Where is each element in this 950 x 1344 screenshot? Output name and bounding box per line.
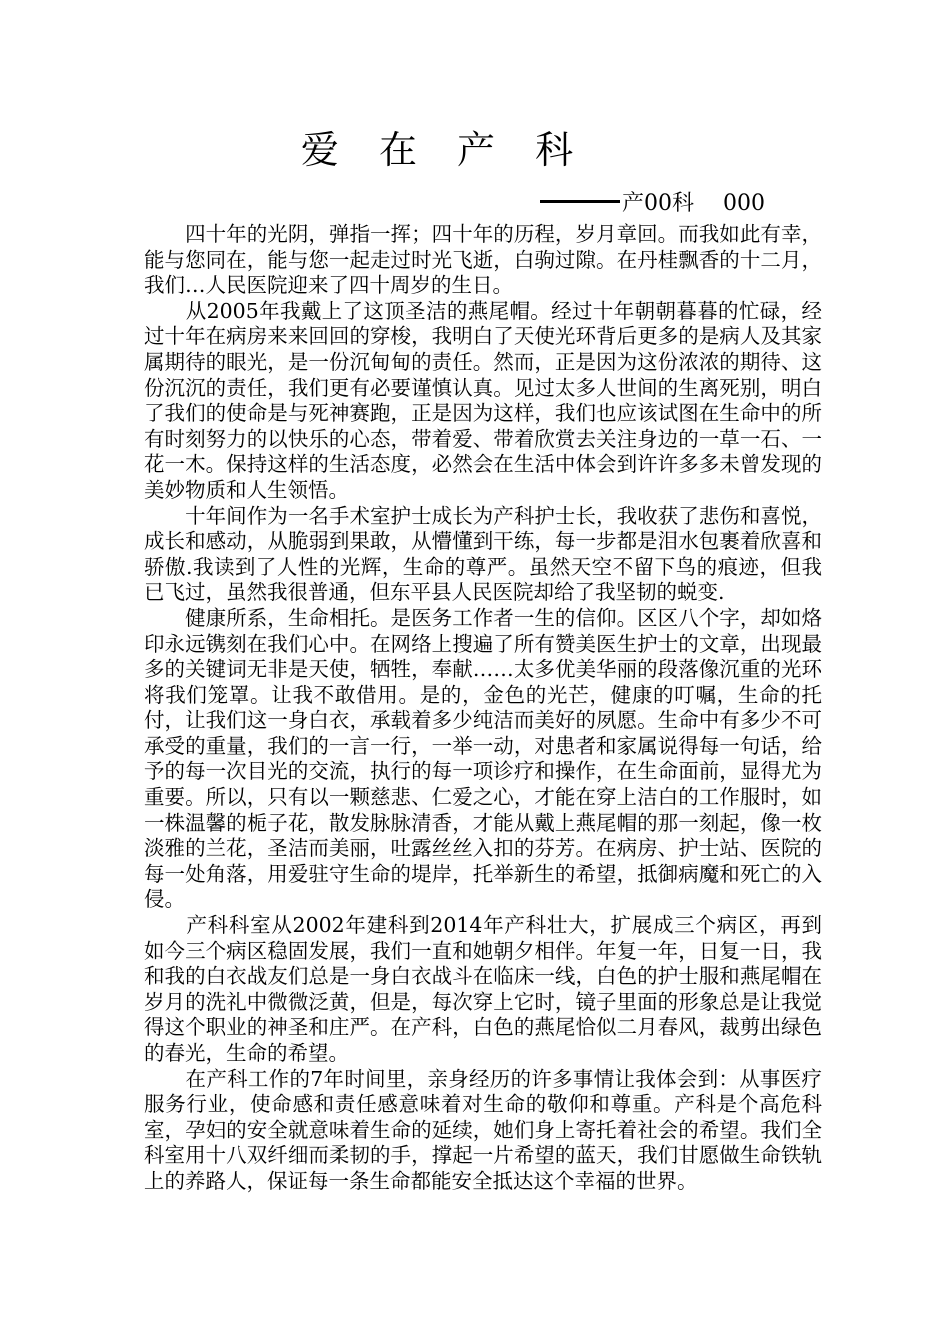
paragraph: 十年间作为一名手术室护士成长为产科护士长，我收获了悲伤和喜悦，成长和感动，从脆弱到果敢，从懵懂到干练，每一步都是泪水包裹着欣喜和骄傲.我读到了人性的光辉，生命的尊严。虽然天空不留下鸟的痕迹，但我已飞过，虽然我很普通，但东平县人民医院却给了我坚韧的蜕变.: [144, 503, 822, 605]
paragraph: 健康所系，生命相托。是医务工作者一生的信仰。区区八个字，却如烙印永远镌刻在我们心中。在网络上搜遍了所有赞美医生护士的文章，出现最多的关键词无非是天使，牺牲，奉献……太多优美华丽的段落像沉重的光环将我们笼罩。让我不敢借用。是的，金色的光芒，健康的叮嘱，生命的托付，让我们这一身白衣，承载着多少纯洁而美好的夙愿。生命中有多少不可承受的重量，我们的一言一行，一举一动，对患者和家属说得每一句话，给予的每一次目光的交流，执行的每一项诊疗和操作，在生命面前，显得尤为重要。所以，只有以一颗慈悲、仁爱之心，才能在穿上洁白的工作服时，如一株温馨的栀子花，散发脉脉清香，才能从戴上燕尾帽的那一刻起，像一枚淡雅的兰花，圣洁而美丽，吐露丝丝入扣的芬芳。在病房、护士站、医院的每一处角落，用爱驻守生命的堤岸，托举新生的希望，抵御病魔和死亡的入侵。: [144, 605, 822, 912]
paragraph: 在产科工作的7年时间里，亲身经历的许多事情让我体会到：从事医疗服务行业，使命感和责任感意味着对生命的敬仰和尊重。产科是个高危科室，孕妇的安全就意味着生命的延续，她们身上寄托着社会的希望。我们全科室用十八双纤细而柔韧的手，撑起一片希望的蓝天，我们甘愿做生命铁轨上的养路人，保证每一条生命都能安全抵达这个幸福的世界。: [144, 1066, 822, 1193]
document-title: 爱 在 产 科: [300, 128, 588, 172]
author-name: 产00科 000: [622, 191, 765, 216]
paragraph: 四十年的光阴，弹指一挥；四十年的历程，岁月章回。而我如此有幸，能与您同在，能与您一起走过时光飞逝，白驹过隙。在丹桂飘香的十二月，我们…人民医院迎来了四十周岁的生日。: [144, 222, 822, 298]
paragraph: 产科科室从2002年建科到2014年产科壮大，扩展成三个病区，再到如今三个病区稳固发展，我们一直和她朝夕相伴。年复一年，日复一日，我和我的白衣战友们总是一身白衣战斗在临床一线，白色的护士服和燕尾帽在岁月的洗礼中微微泛黄，但是，每次穿上它时，镜子里面的形象总是让我觉得这个职业的神圣和庄严。在产科，白色的燕尾恰似二月春风，裁剪出绿色的春光，生命的希望。: [144, 913, 822, 1065]
paragraph: 从2005年我戴上了这顶圣洁的燕尾帽。经过十年朝朝暮暮的忙碌，经过十年在病房来来回回的穿梭，我明白了天使光环背后更多的是病人及其家属期待的眼光，是一份沉甸甸的责任。然而，正是因为这份浓浓的期待、这份沉沉的责任，我们更有必要谨慎认真。见过太多人世间的生离死别，明白了我们的使命是与死神赛跑，正是因为这样，我们也应该试图在生命中的所有时刻努力的以快乐的心态，带着爱、带着欣赏去关注身边的一草一石、一花一木。保持这样的生活态度，必然会在生活中体会到许许多多未曾发现的美妙物质和人生领悟。: [144, 298, 822, 502]
em-dash-rule: [540, 200, 620, 203]
author-line: [540, 186, 765, 222]
article-body: [144, 222, 822, 1195]
